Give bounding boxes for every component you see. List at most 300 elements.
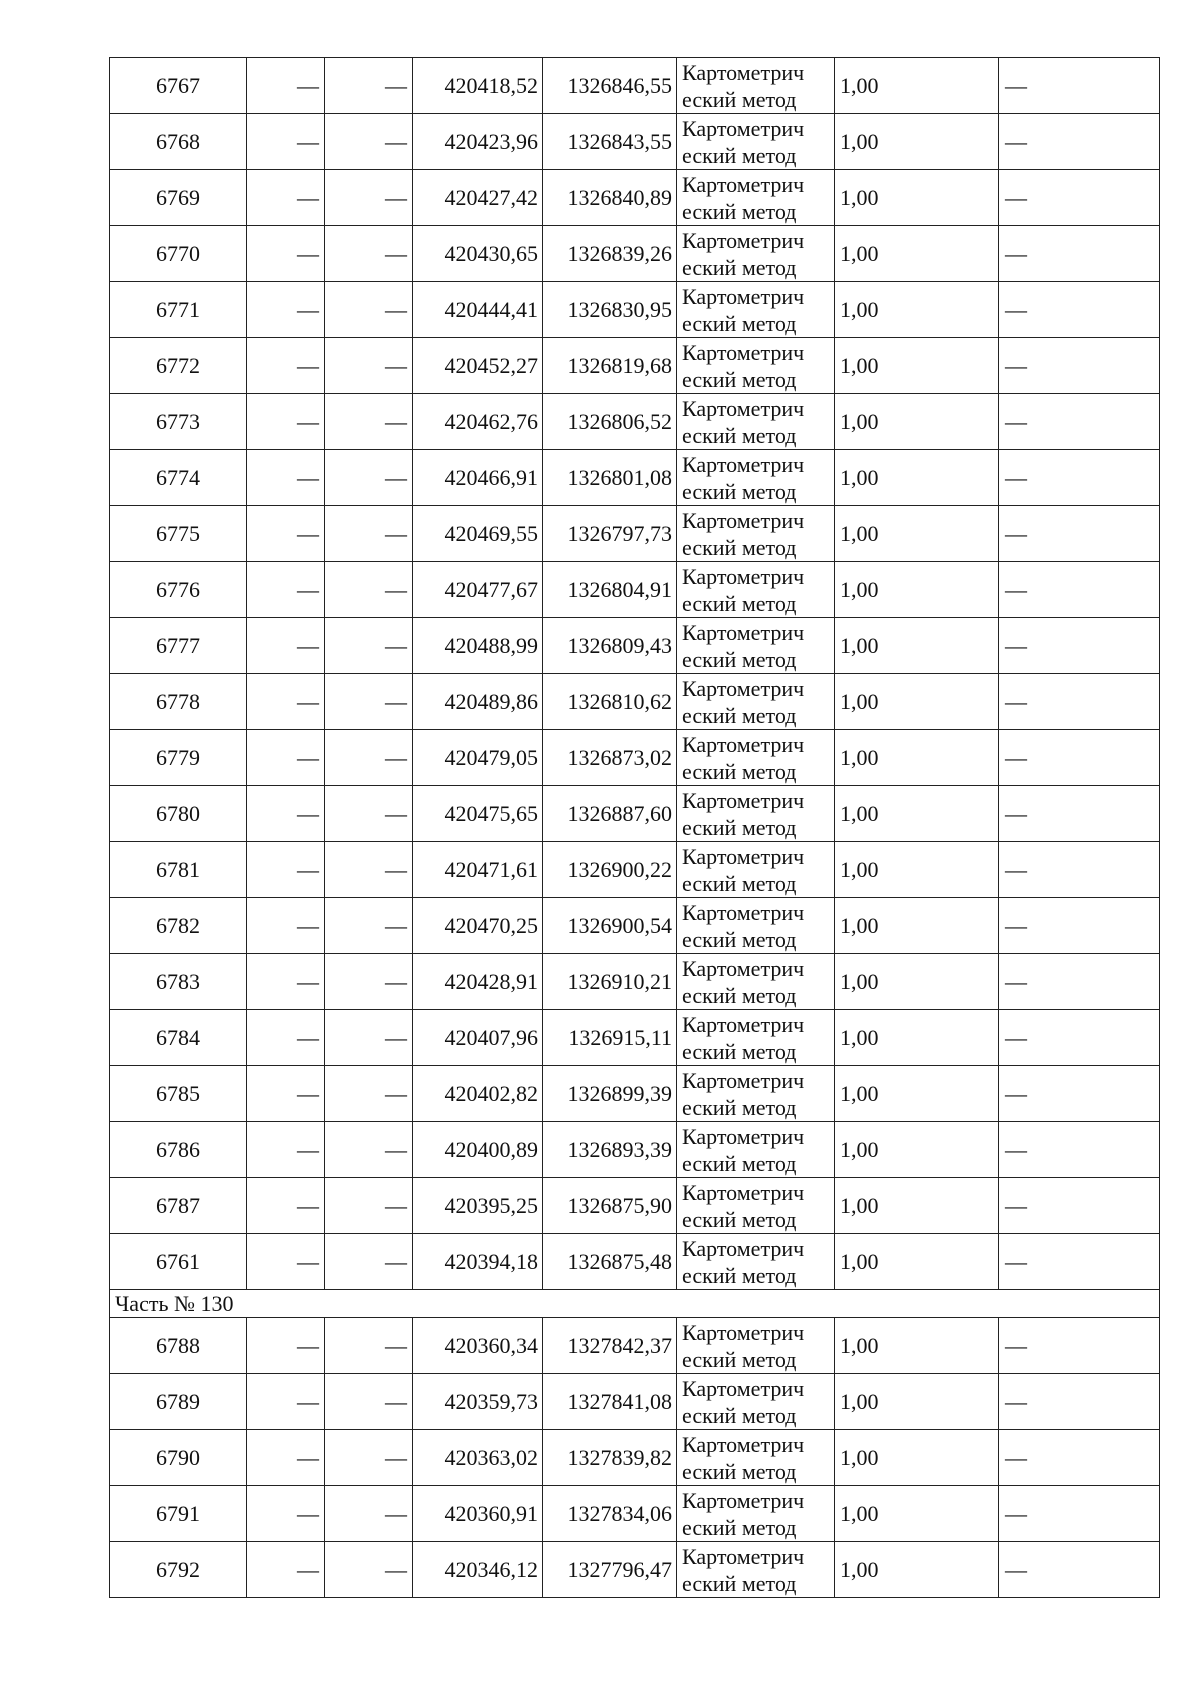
- x-coordinate-cell: 420462,76: [413, 394, 543, 450]
- method-text-line: еский метод: [682, 1262, 797, 1288]
- y-coordinate-cell: 1326875,48: [543, 1234, 677, 1290]
- table-row: [110, 730, 1160, 786]
- y-coordinate-cell: 1326915,11: [543, 1010, 677, 1066]
- section-row: [110, 1290, 1160, 1318]
- method-text-line: еский метод: [682, 198, 797, 224]
- accuracy-cell: 1,00: [835, 1122, 999, 1178]
- empty-value-cell: —: [247, 58, 325, 114]
- empty-value-cell: —: [247, 1234, 325, 1290]
- accuracy-cell: 1,00: [835, 1430, 999, 1486]
- point-number-cell: 6786: [110, 1122, 247, 1178]
- empty-value-cell: —: [247, 1122, 325, 1178]
- note-cell: —: [999, 282, 1160, 338]
- empty-value-cell: —: [325, 1430, 413, 1486]
- point-number-cell: 6779: [110, 730, 247, 786]
- method-text-line: Картометрич: [682, 675, 805, 701]
- empty-value-cell: —: [325, 1010, 413, 1066]
- method-cell: [677, 506, 835, 562]
- point-number-cell: 6773: [110, 394, 247, 450]
- x-coordinate-cell: 420394,18: [413, 1234, 543, 1290]
- table-row: [110, 1234, 1160, 1290]
- table-row: [110, 58, 1160, 114]
- method-text-line: еский метод: [682, 1206, 797, 1232]
- point-number-cell: 6772: [110, 338, 247, 394]
- note-cell: —: [999, 562, 1160, 618]
- method-cell: [677, 1234, 835, 1290]
- note-cell: —: [999, 1374, 1160, 1430]
- y-coordinate-cell: 1326899,39: [543, 1066, 677, 1122]
- method-text-line: еский метод: [682, 814, 797, 840]
- note-cell: —: [999, 1234, 1160, 1290]
- method-cell: [677, 338, 835, 394]
- note-cell: —: [999, 58, 1160, 114]
- method-text-line: еский метод: [682, 702, 797, 728]
- y-coordinate-cell: 1326830,95: [543, 282, 677, 338]
- point-number-cell: 6780: [110, 786, 247, 842]
- point-number-cell: 6767: [110, 58, 247, 114]
- y-coordinate-cell: 1326873,02: [543, 730, 677, 786]
- y-coordinate-cell: 1326840,89: [543, 170, 677, 226]
- note-cell: —: [999, 170, 1160, 226]
- table-row: [110, 226, 1160, 282]
- x-coordinate-cell: 420477,67: [413, 562, 543, 618]
- method-text-line: еский метод: [682, 86, 797, 112]
- empty-value-cell: —: [325, 394, 413, 450]
- x-coordinate-cell: 420360,34: [413, 1318, 543, 1374]
- method-text-line: Картометрич: [682, 227, 805, 253]
- method-cell: [677, 730, 835, 786]
- accuracy-cell: 1,00: [835, 282, 999, 338]
- empty-value-cell: —: [247, 1178, 325, 1234]
- method-text-line: Картометрич: [682, 787, 805, 813]
- empty-value-cell: —: [325, 1542, 413, 1598]
- method-text-line: еский метод: [682, 758, 797, 784]
- empty-value-cell: —: [247, 338, 325, 394]
- point-number-cell: 6790: [110, 1430, 247, 1486]
- empty-value-cell: —: [325, 1122, 413, 1178]
- empty-value-cell: —: [325, 786, 413, 842]
- point-number-cell: 6771: [110, 282, 247, 338]
- y-coordinate-cell: 1326809,43: [543, 618, 677, 674]
- x-coordinate-cell: 420427,42: [413, 170, 543, 226]
- method-text-line: Картометрич: [682, 1319, 805, 1345]
- method-text-line: Картометрич: [682, 1487, 805, 1513]
- method-text-line: Картометрич: [682, 563, 805, 589]
- method-text-line: Картометрич: [682, 1235, 805, 1261]
- method-text-line: еский метод: [682, 1402, 797, 1428]
- method-text-line: Картометрич: [682, 955, 805, 981]
- note-cell: —: [999, 1430, 1160, 1486]
- empty-value-cell: —: [325, 1318, 413, 1374]
- note-cell: —: [999, 730, 1160, 786]
- x-coordinate-cell: 420359,73: [413, 1374, 543, 1430]
- accuracy-cell: 1,00: [835, 730, 999, 786]
- method-cell: [677, 842, 835, 898]
- method-cell: [677, 114, 835, 170]
- method-text-line: Картометрич: [682, 283, 805, 309]
- point-number-cell: 6792: [110, 1542, 247, 1598]
- method-text-line: еский метод: [682, 870, 797, 896]
- point-number-cell: 6770: [110, 226, 247, 282]
- table-row: [110, 1374, 1160, 1430]
- method-text-line: Картометрич: [682, 1543, 805, 1569]
- method-text-line: Картометрич: [682, 843, 805, 869]
- empty-value-cell: —: [325, 170, 413, 226]
- method-cell: [677, 674, 835, 730]
- x-coordinate-cell: 420489,86: [413, 674, 543, 730]
- empty-value-cell: —: [325, 114, 413, 170]
- method-text-line: Картометрич: [682, 115, 805, 141]
- accuracy-cell: 1,00: [835, 1486, 999, 1542]
- table-row: [110, 618, 1160, 674]
- method-text-line: Картометрич: [682, 1375, 805, 1401]
- empty-value-cell: —: [325, 898, 413, 954]
- empty-value-cell: —: [247, 394, 325, 450]
- y-coordinate-cell: 1326887,60: [543, 786, 677, 842]
- accuracy-cell: 1,00: [835, 58, 999, 114]
- y-coordinate-cell: 1327834,06: [543, 1486, 677, 1542]
- x-coordinate-cell: 420444,41: [413, 282, 543, 338]
- accuracy-cell: 1,00: [835, 1318, 999, 1374]
- table-row: [110, 1430, 1160, 1486]
- note-cell: —: [999, 1010, 1160, 1066]
- accuracy-cell: 1,00: [835, 674, 999, 730]
- x-coordinate-cell: 420430,65: [413, 226, 543, 282]
- accuracy-cell: 1,00: [835, 450, 999, 506]
- method-text-line: Картометрич: [682, 59, 805, 85]
- x-coordinate-cell: 420407,96: [413, 1010, 543, 1066]
- table-row: [110, 1010, 1160, 1066]
- method-text-line: Картометрич: [682, 1011, 805, 1037]
- method-cell: [677, 786, 835, 842]
- table-row: [110, 1122, 1160, 1178]
- empty-value-cell: —: [325, 226, 413, 282]
- empty-value-cell: —: [325, 1374, 413, 1430]
- empty-value-cell: —: [247, 1430, 325, 1486]
- method-text-line: еский метод: [682, 1346, 797, 1372]
- empty-value-cell: —: [247, 226, 325, 282]
- method-cell: [677, 394, 835, 450]
- point-number-cell: 6785: [110, 1066, 247, 1122]
- empty-value-cell: —: [247, 562, 325, 618]
- method-cell: [677, 1542, 835, 1598]
- method-cell: [677, 1122, 835, 1178]
- x-coordinate-cell: 420470,25: [413, 898, 543, 954]
- method-text-line: еский метод: [682, 478, 797, 504]
- empty-value-cell: —: [325, 1178, 413, 1234]
- note-cell: —: [999, 1318, 1160, 1374]
- y-coordinate-cell: 1326900,54: [543, 898, 677, 954]
- y-coordinate-cell: 1327841,08: [543, 1374, 677, 1430]
- method-cell: [677, 618, 835, 674]
- method-cell: [677, 226, 835, 282]
- table-row: [110, 842, 1160, 898]
- method-text-line: еский метод: [682, 1038, 797, 1064]
- accuracy-cell: 1,00: [835, 898, 999, 954]
- note-cell: —: [999, 506, 1160, 562]
- note-cell: —: [999, 1486, 1160, 1542]
- method-cell: [677, 1374, 835, 1430]
- empty-value-cell: —: [325, 450, 413, 506]
- point-number-cell: 6783: [110, 954, 247, 1010]
- x-coordinate-cell: 420363,02: [413, 1430, 543, 1486]
- x-coordinate-cell: 420395,25: [413, 1178, 543, 1234]
- method-text-line: Картометрич: [682, 899, 805, 925]
- method-text-line: еский метод: [682, 982, 797, 1008]
- note-cell: —: [999, 786, 1160, 842]
- empty-value-cell: —: [247, 506, 325, 562]
- method-text-line: еский метод: [682, 310, 797, 336]
- method-text-line: еский метод: [682, 926, 797, 952]
- table-row: [110, 450, 1160, 506]
- y-coordinate-cell: 1326804,91: [543, 562, 677, 618]
- note-cell: —: [999, 898, 1160, 954]
- y-coordinate-cell: 1326900,22: [543, 842, 677, 898]
- note-cell: —: [999, 618, 1160, 674]
- empty-value-cell: —: [247, 618, 325, 674]
- method-text-line: еский метод: [682, 590, 797, 616]
- point-number-cell: 6776: [110, 562, 247, 618]
- empty-value-cell: —: [325, 1066, 413, 1122]
- empty-value-cell: —: [325, 618, 413, 674]
- x-coordinate-cell: 420418,52: [413, 58, 543, 114]
- point-number-cell: 6777: [110, 618, 247, 674]
- point-number-cell: 6782: [110, 898, 247, 954]
- empty-value-cell: —: [325, 674, 413, 730]
- empty-value-cell: —: [247, 1318, 325, 1374]
- y-coordinate-cell: 1326806,52: [543, 394, 677, 450]
- x-coordinate-cell: 420452,27: [413, 338, 543, 394]
- accuracy-cell: 1,00: [835, 338, 999, 394]
- empty-value-cell: —: [325, 842, 413, 898]
- note-cell: —: [999, 674, 1160, 730]
- empty-value-cell: —: [247, 1010, 325, 1066]
- table-row: [110, 506, 1160, 562]
- method-text-line: еский метод: [682, 422, 797, 448]
- x-coordinate-cell: 420479,05: [413, 730, 543, 786]
- empty-value-cell: —: [247, 450, 325, 506]
- x-coordinate-cell: 420423,96: [413, 114, 543, 170]
- y-coordinate-cell: 1326893,39: [543, 1122, 677, 1178]
- accuracy-cell: 1,00: [835, 114, 999, 170]
- accuracy-cell: 1,00: [835, 506, 999, 562]
- note-cell: —: [999, 226, 1160, 282]
- y-coordinate-cell: 1326846,55: [543, 58, 677, 114]
- method-text-line: Картометрич: [682, 339, 805, 365]
- accuracy-cell: 1,00: [835, 1178, 999, 1234]
- method-cell: [677, 450, 835, 506]
- x-coordinate-cell: 420466,91: [413, 450, 543, 506]
- method-text-line: Картометрич: [682, 1067, 805, 1093]
- note-cell: —: [999, 842, 1160, 898]
- y-coordinate-cell: 1326810,62: [543, 674, 677, 730]
- point-number-cell: 6787: [110, 1178, 247, 1234]
- table-row: [110, 674, 1160, 730]
- empty-value-cell: —: [325, 1234, 413, 1290]
- x-coordinate-cell: 420402,82: [413, 1066, 543, 1122]
- method-cell: [677, 1486, 835, 1542]
- method-text-line: еский метод: [682, 254, 797, 280]
- accuracy-cell: 1,00: [835, 954, 999, 1010]
- empty-value-cell: —: [325, 1486, 413, 1542]
- x-coordinate-cell: 420360,91: [413, 1486, 543, 1542]
- y-coordinate-cell: 1326910,21: [543, 954, 677, 1010]
- method-text-line: Картометрич: [682, 1431, 805, 1457]
- y-coordinate-cell: 1327842,37: [543, 1318, 677, 1374]
- empty-value-cell: —: [247, 954, 325, 1010]
- table-row: [110, 1178, 1160, 1234]
- table-row: [110, 1486, 1160, 1542]
- x-coordinate-cell: 420400,89: [413, 1122, 543, 1178]
- method-text-line: Картометрич: [682, 731, 805, 757]
- point-number-cell: 6789: [110, 1374, 247, 1430]
- method-cell: [677, 1178, 835, 1234]
- method-text-line: еский метод: [682, 1514, 797, 1540]
- x-coordinate-cell: 420488,99: [413, 618, 543, 674]
- note-cell: —: [999, 1178, 1160, 1234]
- empty-value-cell: —: [247, 1542, 325, 1598]
- x-coordinate-cell: 420471,61: [413, 842, 543, 898]
- y-coordinate-cell: 1327839,82: [543, 1430, 677, 1486]
- table-row: [110, 394, 1160, 450]
- table-row: [110, 114, 1160, 170]
- empty-value-cell: —: [325, 58, 413, 114]
- empty-value-cell: —: [247, 114, 325, 170]
- empty-value-cell: —: [247, 730, 325, 786]
- table-row: [110, 170, 1160, 226]
- point-number-cell: 6784: [110, 1010, 247, 1066]
- accuracy-cell: 1,00: [835, 1374, 999, 1430]
- method-text-line: еский метод: [682, 1570, 797, 1596]
- accuracy-cell: 1,00: [835, 842, 999, 898]
- method-cell: [677, 1318, 835, 1374]
- empty-value-cell: —: [247, 786, 325, 842]
- table-body: [110, 58, 1160, 1598]
- empty-value-cell: —: [247, 674, 325, 730]
- empty-value-cell: —: [325, 954, 413, 1010]
- note-cell: —: [999, 450, 1160, 506]
- empty-value-cell: —: [325, 506, 413, 562]
- section-label: Часть № 130: [110, 1290, 1160, 1318]
- method-cell: [677, 1066, 835, 1122]
- method-text-line: Картометрич: [682, 395, 805, 421]
- accuracy-cell: 1,00: [835, 170, 999, 226]
- method-cell: [677, 282, 835, 338]
- point-number-cell: 6781: [110, 842, 247, 898]
- coordinates-table: [109, 57, 1160, 1598]
- point-number-cell: 6769: [110, 170, 247, 226]
- y-coordinate-cell: 1326819,68: [543, 338, 677, 394]
- note-cell: —: [999, 954, 1160, 1010]
- method-text-line: Картометрич: [682, 619, 805, 645]
- method-text-line: еский метод: [682, 142, 797, 168]
- table-row: [110, 338, 1160, 394]
- method-cell: [677, 562, 835, 618]
- empty-value-cell: —: [247, 1374, 325, 1430]
- table-row: [110, 898, 1160, 954]
- accuracy-cell: 1,00: [835, 1234, 999, 1290]
- method-cell: [677, 898, 835, 954]
- empty-value-cell: —: [247, 898, 325, 954]
- y-coordinate-cell: 1326801,08: [543, 450, 677, 506]
- empty-value-cell: —: [247, 842, 325, 898]
- table-row: [110, 562, 1160, 618]
- accuracy-cell: 1,00: [835, 562, 999, 618]
- y-coordinate-cell: 1326797,73: [543, 506, 677, 562]
- method-cell: [677, 1430, 835, 1486]
- accuracy-cell: 1,00: [835, 1066, 999, 1122]
- point-number-cell: 6768: [110, 114, 247, 170]
- x-coordinate-cell: 420469,55: [413, 506, 543, 562]
- table-row: [110, 1542, 1160, 1598]
- method-text-line: еский метод: [682, 646, 797, 672]
- x-coordinate-cell: 420346,12: [413, 1542, 543, 1598]
- method-text-line: еский метод: [682, 1458, 797, 1484]
- accuracy-cell: 1,00: [835, 1010, 999, 1066]
- table-row: [110, 282, 1160, 338]
- x-coordinate-cell: 420428,91: [413, 954, 543, 1010]
- accuracy-cell: 1,00: [835, 618, 999, 674]
- note-cell: —: [999, 394, 1160, 450]
- y-coordinate-cell: 1327796,47: [543, 1542, 677, 1598]
- method-cell: [677, 170, 835, 226]
- table-row: [110, 1318, 1160, 1374]
- method-text-line: Картометрич: [682, 1123, 805, 1149]
- method-text-line: еский метод: [682, 366, 797, 392]
- point-number-cell: 6775: [110, 506, 247, 562]
- y-coordinate-cell: 1326875,90: [543, 1178, 677, 1234]
- empty-value-cell: —: [325, 338, 413, 394]
- point-number-cell: 6788: [110, 1318, 247, 1374]
- note-cell: —: [999, 1122, 1160, 1178]
- table-row: [110, 1066, 1160, 1122]
- method-text-line: Картометрич: [682, 171, 805, 197]
- point-number-cell: 6774: [110, 450, 247, 506]
- note-cell: —: [999, 1066, 1160, 1122]
- empty-value-cell: —: [325, 562, 413, 618]
- method-text-line: Картометрич: [682, 507, 805, 533]
- empty-value-cell: —: [247, 282, 325, 338]
- method-text-line: Картометрич: [682, 1179, 805, 1205]
- empty-value-cell: —: [247, 170, 325, 226]
- point-number-cell: 6778: [110, 674, 247, 730]
- method-cell: [677, 1010, 835, 1066]
- method-cell: [677, 954, 835, 1010]
- table-row: [110, 954, 1160, 1010]
- empty-value-cell: —: [325, 730, 413, 786]
- method-text-line: еский метод: [682, 534, 797, 560]
- method-text-line: Картометрич: [682, 451, 805, 477]
- empty-value-cell: —: [325, 282, 413, 338]
- y-coordinate-cell: 1326843,55: [543, 114, 677, 170]
- note-cell: —: [999, 338, 1160, 394]
- method-text-line: еский метод: [682, 1150, 797, 1176]
- x-coordinate-cell: 420475,65: [413, 786, 543, 842]
- empty-value-cell: —: [247, 1486, 325, 1542]
- method-cell: [677, 58, 835, 114]
- table-row: [110, 786, 1160, 842]
- accuracy-cell: 1,00: [835, 786, 999, 842]
- accuracy-cell: 1,00: [835, 1542, 999, 1598]
- note-cell: —: [999, 1542, 1160, 1598]
- method-text-line: еский метод: [682, 1094, 797, 1120]
- accuracy-cell: 1,00: [835, 226, 999, 282]
- accuracy-cell: 1,00: [835, 394, 999, 450]
- y-coordinate-cell: 1326839,26: [543, 226, 677, 282]
- note-cell: —: [999, 114, 1160, 170]
- point-number-cell: 6761: [110, 1234, 247, 1290]
- empty-value-cell: —: [247, 1066, 325, 1122]
